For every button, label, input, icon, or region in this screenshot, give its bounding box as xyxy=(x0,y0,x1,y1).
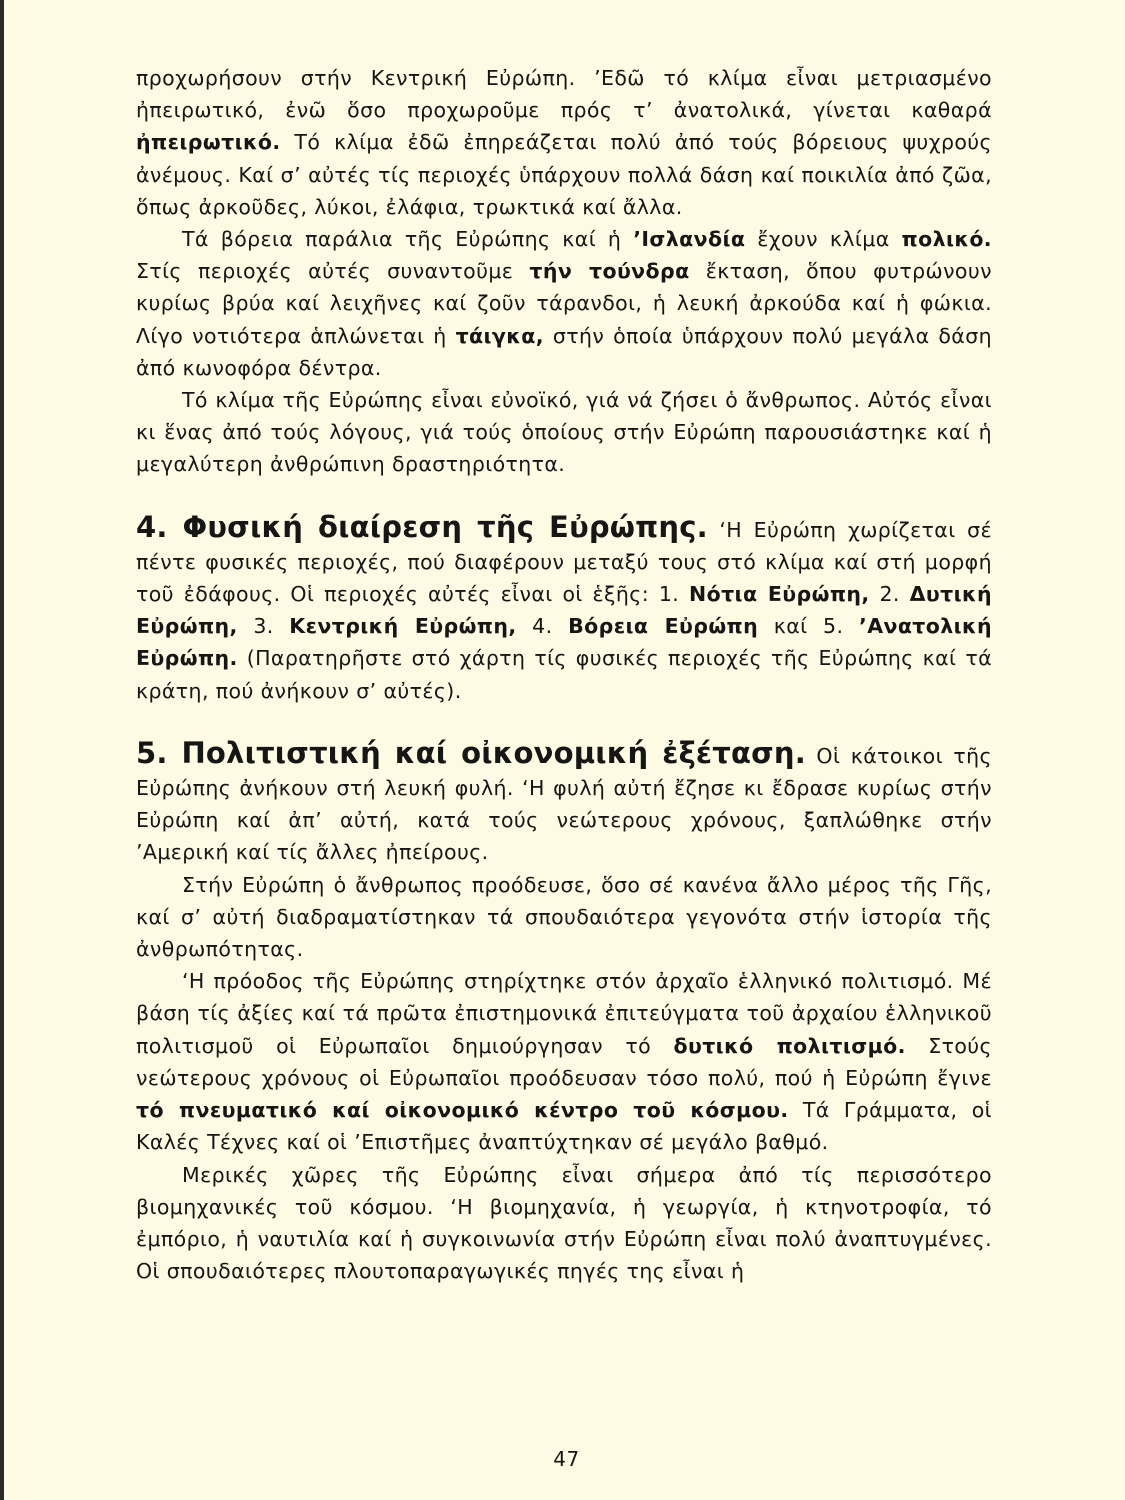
bold-term: τό πνευματικό καί οἰκονομικό κέντρο τοῦ κόσμου. xyxy=(136,1098,789,1123)
paragraph xyxy=(136,869,992,966)
text-run: Τά Γράμματα, οἱ Καλές Τέχνες καί οἱ ’Επιστῆμες ἀναπτύχτηκαν σέ μεγάλο βαθμό. xyxy=(136,1098,993,1155)
text-run: (Παρατηρῆστε στό χάρτη τίς φυσικές περιοχές τῆς Εὐρώπης καί τά κράτη, πού ἀνήκουν σ’ αὐτές). xyxy=(136,646,992,703)
section-4-heading: 4. Φυσική διαίρεση τῆς Εὐρώπης. xyxy=(136,509,708,544)
paragraph xyxy=(136,1159,992,1288)
bold-term: Βόρεια Εὐρώπη xyxy=(568,614,759,639)
intro-paragraphs xyxy=(136,62,992,481)
bold-term: ἠπειρωτικό. xyxy=(136,130,281,155)
text-run: Μερικές χῶρες τῆς Εὐρώπης εἶναι σήμερα ἀπό τίς περισσότερο βιομηχανικές τοῦ κόσμου. ‘Η βιομηχανία, ἡ γεωργία, ἡ κτηνοτροφία, τό ἐμπόριο, ἡ ναυτιλία καί ἡ συγκοινωνία στήν Εὐρώπη εἶναι πολύ ἀναπτυγμένες. Οἱ σπουδαιότερες πλουτοπαραγωγικές πηγές της εἶναι ἡ xyxy=(136,1162,992,1284)
bold-term: ’Ισλανδία xyxy=(633,227,746,252)
bold-term: ’Ανατολική Εὐρώπη. xyxy=(136,614,992,671)
section-5-paragraphs xyxy=(136,869,992,1288)
text-run: Στίς περιοχές αὐτές συναντοῦμε xyxy=(136,259,530,284)
section-5 xyxy=(136,737,992,1287)
text-run: ἔχουν κλίμα xyxy=(745,227,902,252)
section-5-heading: 5. Πολιτιστική καί οἰκονομική ἐξέταση. xyxy=(136,735,806,770)
text-run: Στούς νεώτερους χρόνους οἱ Εὐρωπαῖοι προόδευσαν τόσο πολύ, πού ἡ Εὐρώπη ἔγινε xyxy=(136,1033,992,1090)
bold-term: δυτικό πολιτισμό. xyxy=(673,1033,906,1058)
text-run: Τά βόρεια παράλια τῆς Εὐρώπης καί ἡ xyxy=(182,227,634,252)
page-number: 47 xyxy=(553,1447,580,1471)
text-column xyxy=(136,62,992,1287)
bold-term: Κεντρική Εὐρώπη, xyxy=(289,614,517,639)
section-5-paragraph xyxy=(136,737,992,869)
text-run: Στήν Εὐρώπη ὁ ἄνθρωπος προόδευσε, ὅσο σέ κανένα ἄλλο μέρος τῆς Γῆς, καί σ’ αὐτή διαδραματίστηκαν τά σπουδαιότερα γεγονότα στήν ἱστορία τῆς ἀνθρωπότητας. xyxy=(136,872,992,962)
paragraph xyxy=(136,965,992,1158)
section-4-body xyxy=(136,518,992,703)
bold-term: πολικό. xyxy=(901,227,992,252)
bold-term: Δυτική Εὐρώπη, xyxy=(136,582,992,639)
text-run: 2. xyxy=(869,582,910,607)
section-4 xyxy=(136,511,992,707)
text-run: Τό κλίμα ἐδῶ ἐπηρεάζεται πολύ ἀπό τούς βόρειους ψυχρούς ἀνέμους. Καί σ’ αὐτές τίς περιοχές ὑπάρχουν πολλά δάση καί ποικιλία ἀπό ζῶα, ὅπως ἀρκοῦδες, λύκοι, ἐλάφια, τρωκτικά καί ἄλλα. xyxy=(136,130,992,219)
bold-term: Νότια Εὐρώπη, xyxy=(689,582,870,607)
text-run: 4. xyxy=(516,614,569,639)
section-4-paragraph xyxy=(136,511,992,707)
text-run: ‘Η πρόοδος τῆς Εὐρώπης στηρίχτηκε στόν ἀρχαῖο ἑλληνικό πολιτισμό. Μέ βάση τίς ἀξίες καί τά πρῶτα ἐπιστημονικά ἐπιτεύγματα τοῦ ἀρχαίου ἑλληνικοῦ πολιτισμοῦ οἱ Εὐρωπαῖοι δημιούργησαν τό xyxy=(136,969,992,1058)
text-run: Τό κλίμα τῆς Εὐρώπης εἶναι εὐνοϊκό, γιά νά ζήσει ὁ ἄνθρωπος. Αὐτός εἶναι κι ἕνας ἀπό τούς λόγους, γιά τούς ὁποίους στήν Εὐρώπη παρουσιάστηκε καί ἡ μεγαλύτερη ἀνθρώπινη δραστηριότητα. xyxy=(136,388,992,477)
text-run: ‘Η Εὐρώπη χωρίζεται σέ πέντε φυσικές περιοχές, πού διαφέρουν μεταξύ τους στό κλίμα καί στή μορφή τοῦ ἐδάφους. Οἱ περιοχές αὐτές εἶναι οἱ ἑξῆς: 1. xyxy=(136,517,992,607)
text-run: ἔκταση, ὅπου φυτρώνουν κυρίως βρύα καί λειχῆνες καί ζοῦν τάρανδοι, ἡ λευκή ἀρκούδα καί ἡ φώκια. Λίγο νοτιότερα ἁπλώνεται ἡ xyxy=(136,259,992,348)
paragraph xyxy=(136,223,992,384)
text-run: στήν ὁποία ὑπάρχουν πολύ μεγάλα δάση ἀπό κωνοφόρα δέντρα. xyxy=(136,323,993,380)
text-run: Οἱ κάτοικοι τῆς Εὐρώπης ἀνήκουν στή λευκή φυλή. ‘Η φυλή αὐτή ἔζησε κι ἔδρασε κυρίως στήν Εὐρώπη καί ἀπ’ αὐτή, κατά τούς νεώτερους χρόνους, ξαπλώθηκε στήν ’Αμερική καί τίς ἄλλες ἠπείρους. xyxy=(136,743,992,865)
bold-term: τάιγκα, xyxy=(455,323,544,348)
text-run: καί 5. xyxy=(758,614,859,639)
paragraph xyxy=(136,384,992,481)
text-run: προχωρήσουν στήν Κεντρική Εὐρώπη. ’Εδῶ τό κλίμα εἶναι μετριασμένο ἠπειρωτικό, ἐνῶ ὅσο προχωροῦμε πρός τ’ ἀνατολικά, γίνεται καθαρά xyxy=(136,66,992,123)
text-run: 3. xyxy=(237,614,290,639)
paragraph xyxy=(136,62,992,223)
bold-term: τήν τούνδρα xyxy=(529,259,690,284)
